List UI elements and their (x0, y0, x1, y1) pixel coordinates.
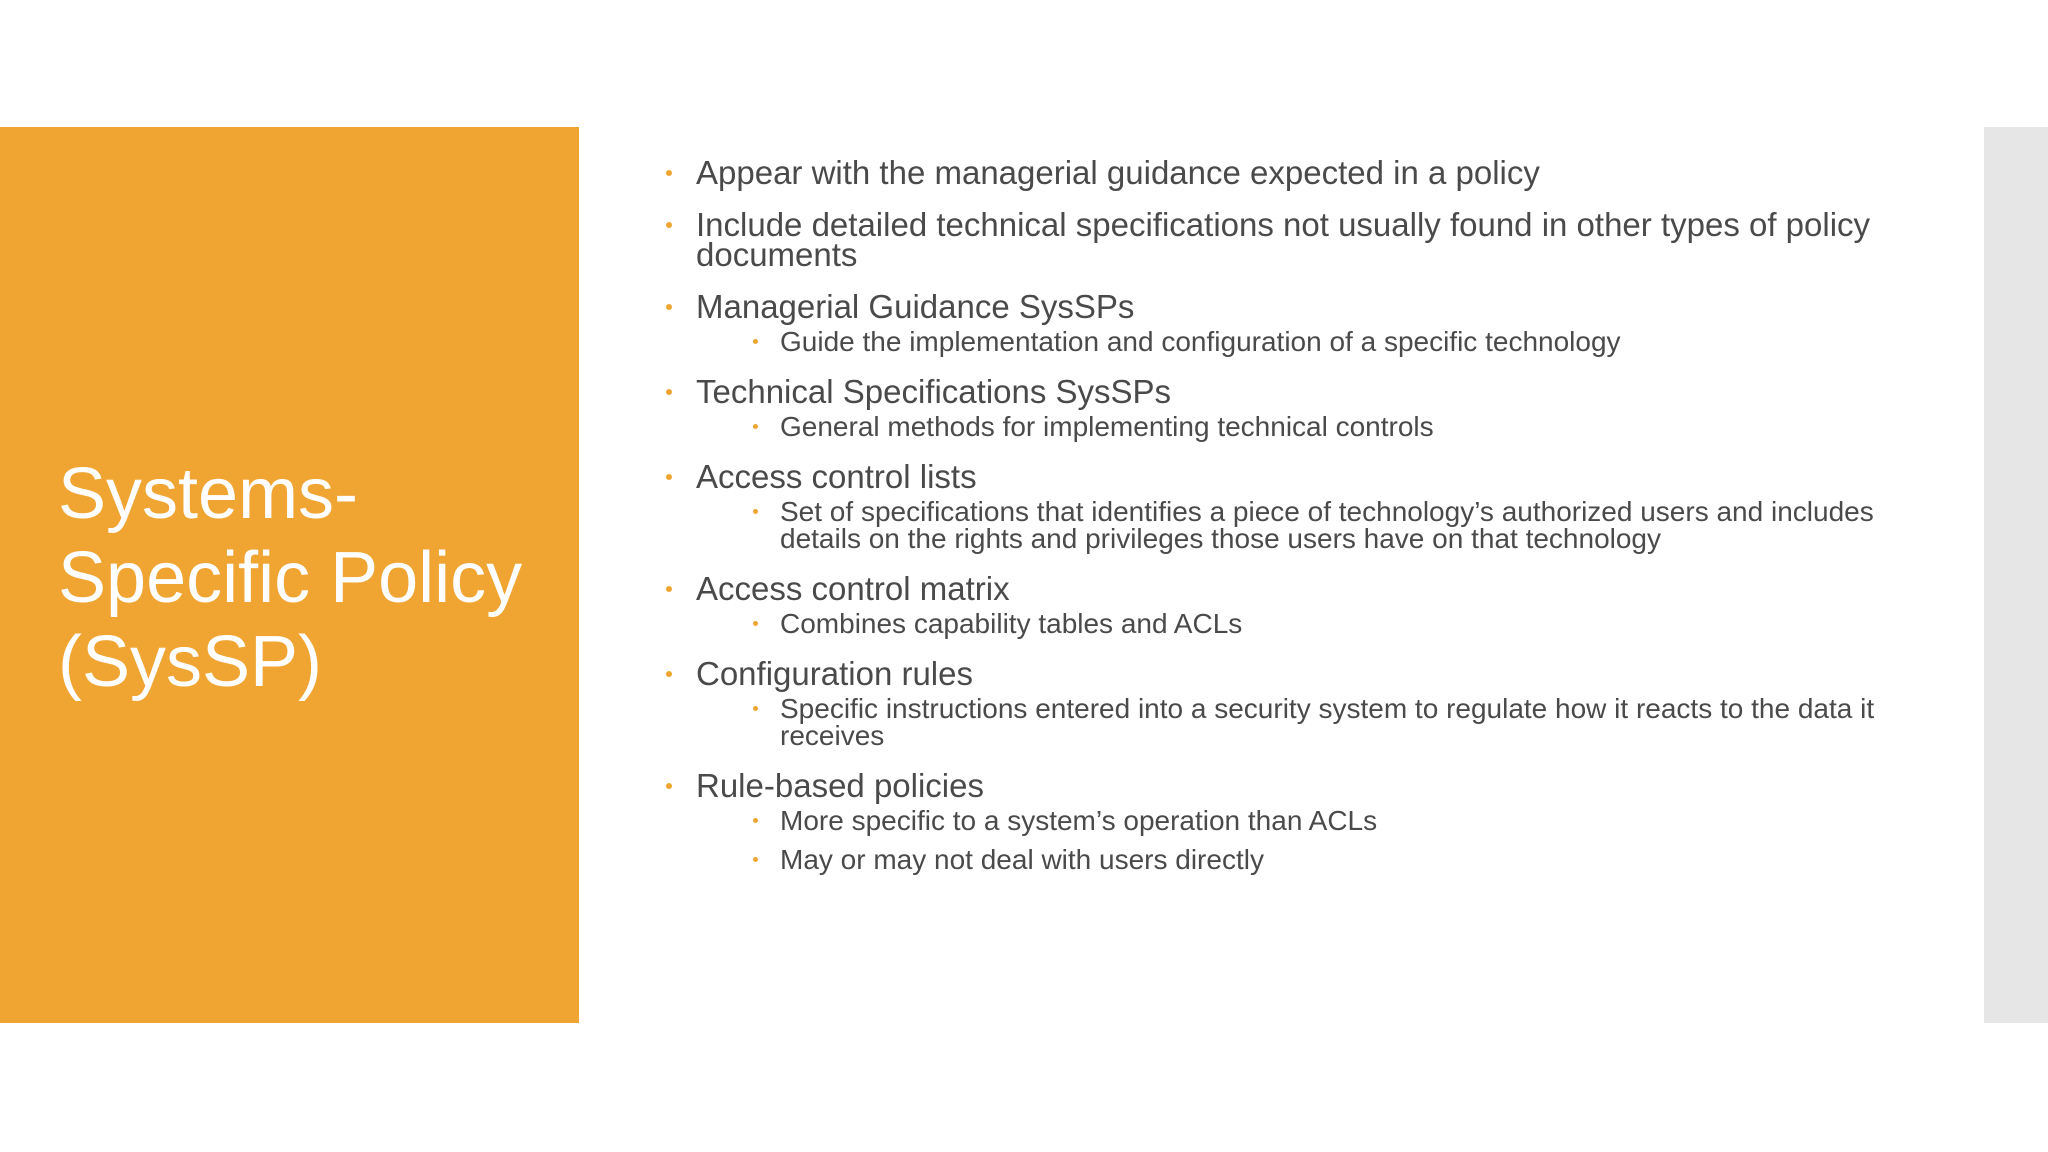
bullet-item (666, 458, 1876, 554)
sub-bullet-dot-icon (753, 857, 758, 862)
bullet-text: Access control lists (696, 458, 977, 495)
sub-bullet-dot-icon (753, 339, 758, 344)
sub-bullet-list (696, 328, 1876, 355)
bullet-item (666, 570, 1876, 639)
sub-bullet-text: General methods for implementing technical controls (780, 411, 1434, 442)
sub-bullet-dot-icon (753, 818, 758, 823)
bullet-text: Include detailed technical specifications not usually found in other types of policy documents (696, 206, 1871, 273)
bullet-dot-icon (666, 671, 672, 677)
sub-bullet-dot-icon (753, 509, 758, 514)
sub-bullet-item (780, 695, 1876, 749)
sub-bullet-list (696, 807, 1876, 873)
sub-bullet-list (696, 498, 1876, 552)
sub-bullet-item (780, 328, 1876, 355)
bullet-dot-icon (666, 389, 672, 395)
bullet-text: Access control matrix (696, 570, 1010, 607)
bullet-text: Rule-based policies (696, 767, 984, 804)
sub-bullet-text: Combines capability tables and ACLs (780, 608, 1243, 639)
sub-bullet-item (780, 413, 1876, 440)
sub-bullet-item (780, 610, 1876, 637)
sub-bullet-text: May or may not deal with users directly (780, 844, 1264, 875)
sub-bullet-dot-icon (753, 621, 758, 626)
slide-title: Systems- Specific Policy (SysSP) (58, 454, 523, 702)
bullet-list (666, 154, 1876, 895)
bullet-item (666, 655, 1876, 751)
sub-bullet-dot-icon (753, 424, 758, 429)
sub-bullet-text: Guide the implementation and configuration of a specific technology (780, 326, 1621, 357)
sub-bullet-item (780, 498, 1876, 552)
bullet-text: Technical Specifications SysSPs (696, 373, 1172, 410)
sub-bullet-dot-icon (753, 706, 758, 711)
bullet-text: Configuration rules (696, 655, 973, 692)
sub-bullet-item (780, 807, 1876, 834)
bullet-item (666, 288, 1876, 357)
sub-bullet-list (696, 610, 1876, 637)
bullet-item (666, 154, 1876, 191)
side-bar (1984, 127, 2048, 1023)
sub-bullet-text: More specific to a system’s operation than ACLs (780, 805, 1378, 836)
sub-bullet-text: Specific instructions entered into a security system to regulate how it reacts to the data it receives (780, 693, 1875, 751)
sub-bullet-text: Set of specifications that identifies a piece of technology’s authorized users and includes details on the rights and privileges those users have on that technology (780, 496, 1874, 554)
bullet-dot-icon (666, 170, 672, 176)
bullet-item (666, 206, 1876, 273)
bullet-dot-icon (666, 304, 672, 310)
bullet-item (666, 373, 1876, 442)
bullet-item (666, 767, 1876, 875)
bullet-text: Appear with the managerial guidance expected in a policy (696, 154, 1540, 191)
bullet-text: Managerial Guidance SysSPs (696, 288, 1135, 325)
sub-bullet-list (696, 413, 1876, 440)
sub-bullet-item (780, 846, 1876, 873)
sub-bullet-list (696, 695, 1876, 749)
bullet-dot-icon (666, 783, 672, 789)
bullet-dot-icon (666, 474, 672, 480)
bullet-dot-icon (666, 222, 672, 228)
bullet-dot-icon (666, 586, 672, 592)
